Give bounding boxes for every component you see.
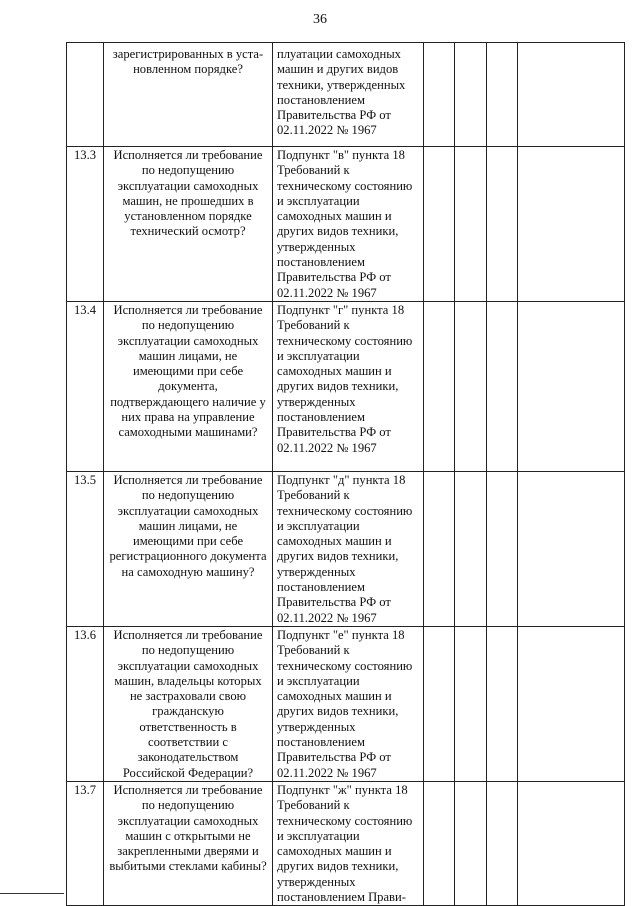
reference-cell: плуатации самоходных машин и других видов техники, утвержденных постановлением Правительства РФ от 02.11.2022 № 1967 — [273, 43, 424, 147]
answer-no-cell — [455, 471, 487, 626]
answer-yes-cell — [424, 43, 455, 147]
answer-yes-cell — [424, 147, 455, 302]
answer-na-cell — [487, 43, 518, 147]
table-row — [67, 471, 625, 626]
answer-yes-cell — [424, 301, 455, 471]
note-cell — [518, 626, 625, 781]
row-number: 13.3 — [67, 147, 104, 302]
checklist-table — [66, 42, 625, 906]
answer-no-cell — [455, 626, 487, 781]
note-cell — [518, 43, 625, 147]
answer-na-cell — [487, 471, 518, 626]
answer-no-cell — [455, 781, 487, 905]
question-cell: Исполняется ли требование по недопущению эксплуатации самоходных машин лицами, не имеющими при себе документа, подтверждающего наличие у них права на управление самоходными машинами? — [104, 301, 273, 471]
row-number: 13.5 — [67, 471, 104, 626]
row-number — [67, 43, 104, 147]
question-cell: зарегистрированных в уста-новленном порядке? — [104, 43, 273, 147]
row-number: 13.7 — [67, 781, 104, 905]
table-row — [67, 781, 625, 905]
table-row — [67, 43, 625, 147]
row-number: 13.4 — [67, 301, 104, 471]
reference-cell: Подпункт "в" пункта 18 Требований к техническому состоянию и эксплуатации самоходных машин и других видов техники, утвержденных постановлением Правительства РФ от 02.11.2022 № 1967 — [273, 147, 424, 302]
answer-no-cell — [455, 301, 487, 471]
note-cell — [518, 471, 625, 626]
answer-no-cell — [455, 147, 487, 302]
question-cell: Исполняется ли требование по недопущению эксплуатации самоходных машин лицами, не имеющими при себе регистрационного документа на самоходную машину? — [104, 471, 273, 626]
table-row — [67, 147, 625, 302]
footer-rule — [0, 893, 64, 894]
answer-na-cell — [487, 626, 518, 781]
table-row — [67, 626, 625, 781]
answer-yes-cell — [424, 626, 455, 781]
table-row — [67, 301, 625, 471]
note-cell — [518, 301, 625, 471]
row-number: 13.6 — [67, 626, 104, 781]
answer-na-cell — [487, 781, 518, 905]
reference-cell: Подпункт "ж" пункта 18 Требований к техническому состоянию и эксплуатации самоходных машин и других видов техники, утвержденных постановлением Прави- — [273, 781, 424, 905]
answer-na-cell — [487, 301, 518, 471]
answer-na-cell — [487, 147, 518, 302]
answer-no-cell — [455, 43, 487, 147]
answer-yes-cell — [424, 471, 455, 626]
reference-cell: Подпункт "г" пункта 18 Требований к техническому состоянию и эксплуатации самоходных машин и других видов техники, утвержденных постановлением Правительства РФ от 02.11.2022 № 1967 — [273, 301, 424, 471]
reference-cell: Подпункт "д" пункта 18 Требований к техническому состоянию и эксплуатации самоходных машин и других видов техники, утвержденных постановлением Правительства РФ от 02.11.2022 № 1967 — [273, 471, 424, 626]
note-cell — [518, 147, 625, 302]
question-cell: Исполняется ли требование по недопущению эксплуатации самоходных машин с открытыми не закрепленными дверями и выбитыми стеклами кабины? — [104, 781, 273, 905]
answer-yes-cell — [424, 781, 455, 905]
question-cell: Исполняется ли требование по недопущению эксплуатации самоходных машин, не прошедших в установленном порядке технический осмотр? — [104, 147, 273, 302]
question-cell: Исполняется ли требование по недопущению эксплуатации самоходных машин, владельцы которых не застраховали свою гражданскую ответственность в соответствии с законодательством Российской Федерации? — [104, 626, 273, 781]
page-number: 36 — [313, 12, 327, 27]
note-cell — [518, 781, 625, 905]
reference-cell: Подпункт "е" пункта 18 Требований к техническому состоянию и эксплуатации самоходных машин и других видов техники, утвержденных постановлением Правительства РФ от 02.11.2022 № 1967 — [273, 626, 424, 781]
